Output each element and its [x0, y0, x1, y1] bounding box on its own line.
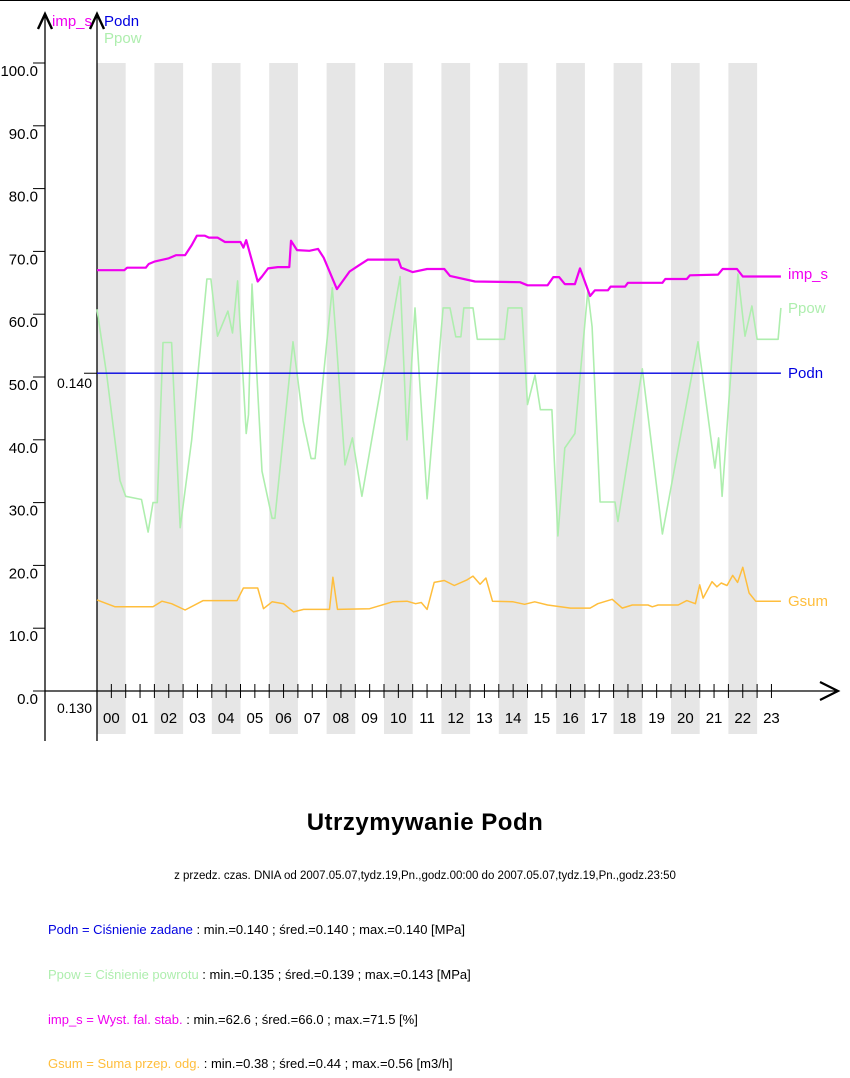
page-title: Utrzymywanie Podn: [306, 809, 544, 836]
axis-label: 10: [390, 710, 407, 727]
axis-label: 21: [705, 710, 723, 727]
legend-series-name: imp_s = Wyst. fal. stab.: [48, 1012, 183, 1027]
axis-label: 13: [476, 710, 493, 727]
axis-label: 14: [504, 710, 522, 727]
axis-label: 0.0: [17, 691, 38, 708]
axis-label: 06: [275, 710, 292, 727]
legend-row-imps: [48, 1012, 418, 1027]
axis-label: 05: [246, 710, 264, 727]
axis-label: 09: [361, 710, 378, 727]
legend-series-name: Podn = Ciśnienie zadane: [48, 922, 193, 937]
axis-label: 17: [590, 710, 608, 727]
legend-series-stats: : min.=0.38 ; śred.=0.44 ; max.=0.56 [m3/h]: [200, 1056, 453, 1071]
axis-label: imp_s: [52, 13, 93, 30]
axis-label: Ppow: [788, 299, 826, 317]
legend-series-stats: : min.=0.140 ; śred.=0.140 ; max.=0.140 [MPa]: [192, 922, 465, 937]
axis-label: 22: [734, 710, 752, 727]
axis-label: Ppow: [104, 30, 142, 47]
hour-shading-band: [499, 63, 528, 734]
legend-series-stats: : min.=0.135 ; śred.=0.139 ; max.=0.143 [MPa]: [198, 967, 471, 982]
axis-label: 19: [648, 710, 665, 727]
axis-label: Gsum: [788, 593, 829, 611]
time-range-subtitle: z przedz. czas. DNIA od 2007.05.07,tydz.19,Pn.,godz.00:00 do 2007.05.07,tydz.19,Pn.,godz.23:50: [174, 870, 676, 882]
axis-label: 40.0: [8, 439, 38, 457]
axis-label: 50.0: [8, 377, 38, 394]
legend-series-stats: : min.=62.6 ; śred.=66.0 ; max.=71.5 [%]: [182, 1012, 418, 1027]
axis-label: 80.0: [8, 188, 38, 206]
axis-label: 00: [103, 710, 120, 727]
axis-label: 30.0: [8, 502, 38, 520]
axis-label: 0.130: [56, 700, 92, 716]
axis-label: Podn: [788, 365, 824, 383]
hour-shading-band: [154, 63, 183, 734]
axis-label: 15: [533, 710, 551, 727]
hour-shading-band: [97, 63, 126, 734]
axis-label: 20.0: [8, 565, 38, 583]
axis-label: 100.0: [0, 63, 38, 80]
axis-label: 20: [677, 710, 694, 727]
legend-row-podn: [48, 922, 465, 937]
axis-label: imp_s: [788, 266, 829, 284]
hour-shading-band: [556, 63, 585, 734]
axis-label: 90.0: [8, 125, 38, 143]
axis-label: 60.0: [8, 314, 38, 332]
hour-shading-band: [728, 63, 757, 734]
axis-label: 07: [303, 710, 321, 727]
hour-shading-band: [212, 63, 241, 734]
axis-label: Podn: [104, 13, 140, 30]
hour-shading-band: [269, 63, 298, 734]
legend-series-name: Gsum = Suma przep. odg.: [48, 1056, 201, 1071]
axis-label: 0.140: [56, 375, 92, 392]
axis-label: 70.0: [8, 251, 38, 269]
axis-label: 03: [189, 710, 206, 727]
axis-label: 18: [619, 710, 637, 727]
hour-shading-band: [671, 63, 700, 734]
axis-label: 23: [763, 710, 780, 727]
axis-label: 16: [562, 710, 579, 727]
axis-label: 10.0: [8, 628, 38, 646]
hour-shading-band: [441, 63, 470, 734]
axis-label: 01: [131, 710, 149, 727]
axis-label: 02: [160, 710, 178, 727]
axis-label: 12: [447, 710, 465, 727]
legend-series-name: Ppow = Ciśnienie powrotu: [48, 967, 199, 982]
trend-chart: [0, 1, 850, 776]
axis-label: 08: [332, 710, 350, 727]
axis-label: 11: [419, 710, 435, 727]
hour-shading-band: [384, 63, 413, 734]
axis-label: 04: [217, 710, 235, 727]
legend-row-ppow: [48, 967, 471, 982]
legend-row-gsum: [48, 1056, 453, 1071]
